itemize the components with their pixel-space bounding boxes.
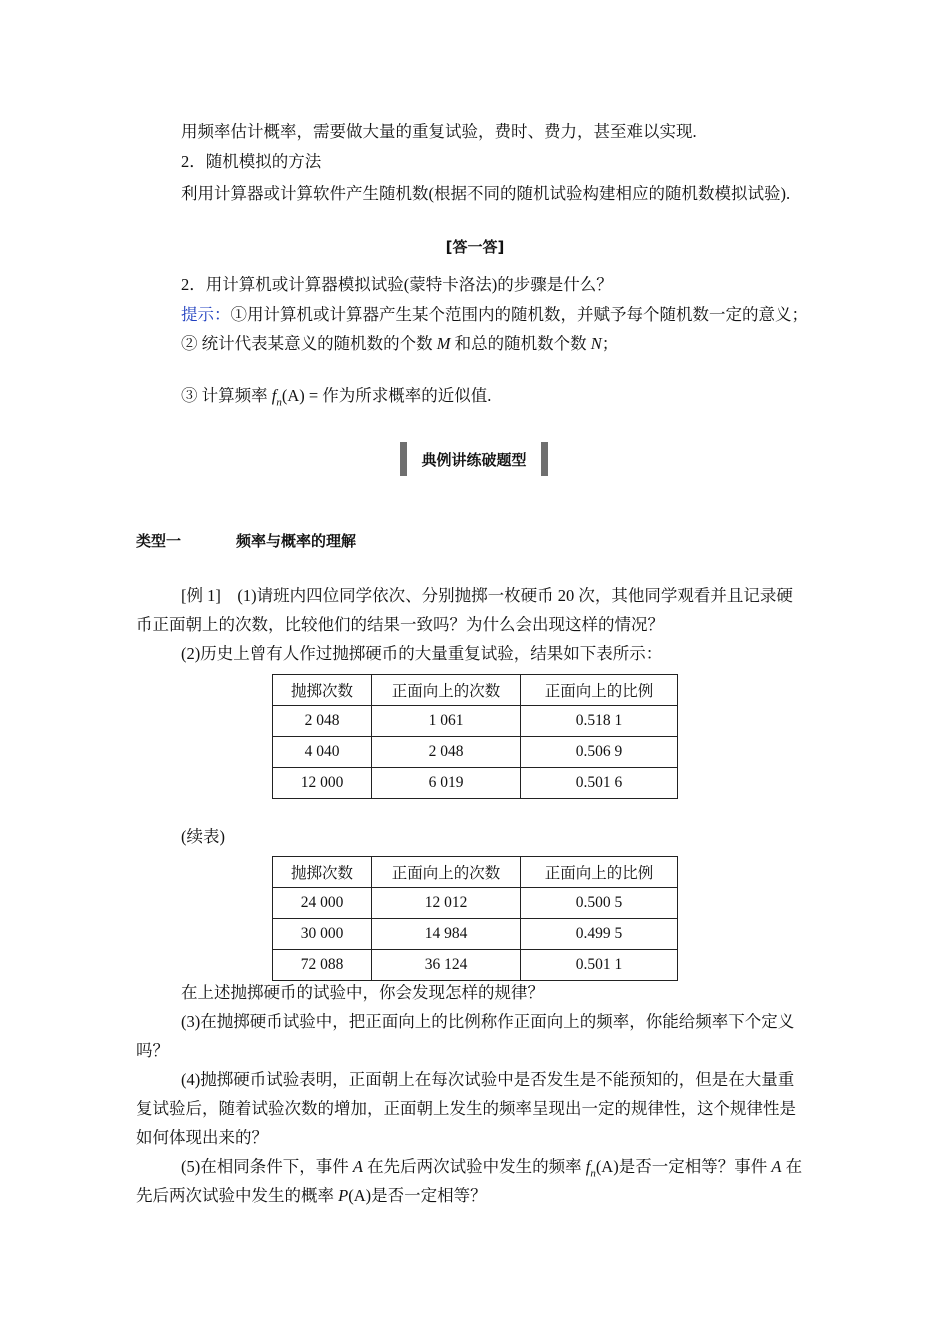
example-p1-line-2: 币正面朝上的次数，比较他们的结果一致吗？为什么会出现这样的情况？ [136,615,664,634]
table-row [273,888,678,919]
section-banner [400,442,548,476]
type-label: 类型一 [136,532,182,550]
table-cell: 14 984 [372,919,521,950]
example-p4-line-1: (4)抛掷硬币试验表明，正面朝上在每次试验中是否发生是不能预知的，但是在大量重 [181,1070,795,1089]
table-cell: 0.506 9 [521,737,678,768]
table-header-cell: 正面向上的比例 [521,675,678,706]
table-cell: 0.500 5 [521,888,678,919]
qa-question: 2．用计算机或计算器模拟试验(蒙特卡洛法)的步骤是什么？ [181,275,613,294]
section-heading-random-simulation: 2．随机模拟的方法 [181,152,322,171]
intro-line-2: 利用计算器或计算软件产生随机数(根据不同的随机试验构建相应的随机数模拟试验). [181,184,791,203]
table-cell: 4 040 [273,737,372,768]
table-cell: 2 048 [372,737,521,768]
table-cell: 2 048 [273,706,372,737]
table-header-cell: 正面向上的比例 [521,857,678,888]
type-title: 频率与概率的理解 [236,532,357,550]
table-header-cell: 抛掷次数 [273,857,372,888]
example-p3-line-1: (3)在抛掷硬币试验中，把正面向上的比例称作正面向上的频率，你能给频率下个定义 [181,1012,795,1031]
table-cell: 0.501 6 [521,768,678,799]
table-cell: 1 061 [372,706,521,737]
table-row [273,919,678,950]
qa-title: [答一答] [445,238,505,256]
table-cell: 0.499 5 [521,919,678,950]
table-row [273,950,678,981]
banner-right-bar [541,442,548,476]
table-header-cell: 抛掷次数 [273,675,372,706]
table-header-cell: 正面向上的次数 [372,675,521,706]
table-cell: 24 000 [273,888,372,919]
table-header-row [273,675,678,706]
example-p3-line-2: 吗？ [136,1041,169,1060]
hint-step-1: ①用计算机或计算器产生某个范围内的随机数，并赋予每个随机数一定的意义； [230,305,808,324]
example-p2: (2)历史上曾有人作过抛掷硬币的大量重复试验，结果如下表所示： [181,644,663,663]
qa-hint-line-3: ③ 计算频率 $f_n(A)$ = 作为所求概率的近似值. [181,386,492,409]
table-cell: 12 000 [273,768,372,799]
qa-hint-line-1 [181,304,808,326]
example-p1-line-1: [例 1] (1)请班内四位同学依次、分别抛掷一枚硬币 20 次，其他同学观看并且记录硬 [181,586,793,605]
table-cell: 30 000 [273,919,372,950]
table-header-cell: 正面向上的次数 [372,857,521,888]
table-row [273,706,678,737]
table-continued-label: (续表) [181,827,225,846]
example-p4-line-2: 复试验后，随着试验次数的增加，正面朝上发生的频率呈现出一定的规律性，这个规律性是 [136,1099,796,1118]
example-p5-line-1: (5)在相同条件下，事件 A 在先后两次试验中发生的频率 $f_n(A)$是否一定相等？事件 A 在 [181,1157,803,1180]
qa-hint-line-2: ② 统计代表某意义的随机数的个数 M 和总的随机数个数 N； [181,334,619,353]
table-row [273,737,678,768]
table-cell: 0.518 1 [521,706,678,737]
results-table-1 [272,674,678,799]
table-cell: 72 088 [273,950,372,981]
example-p2-question: 在上述抛掷硬币的试验中，你会发现怎样的规律？ [181,983,544,1002]
banner-title: 典例讲练破题型 [421,451,527,469]
table-cell: 0.501 1 [521,950,678,981]
results-table-2 [272,856,678,981]
table-cell: 12 012 [372,888,521,919]
example-p4-line-3: 如何体现出来的？ [136,1128,268,1147]
example-p5-line-2: 先后两次试验中发生的概率 P(A)是否一定相等？ [136,1186,487,1205]
table-cell: 36 124 [372,950,521,981]
table-cell: 6 019 [372,768,521,799]
hint-label: 提示： [181,305,231,324]
intro-line-1: 用频率估计概率，需要做大量的重复试验，费时、费力，甚至难以实现. [181,122,697,141]
table-row [273,768,678,799]
table-header-row [273,857,678,888]
